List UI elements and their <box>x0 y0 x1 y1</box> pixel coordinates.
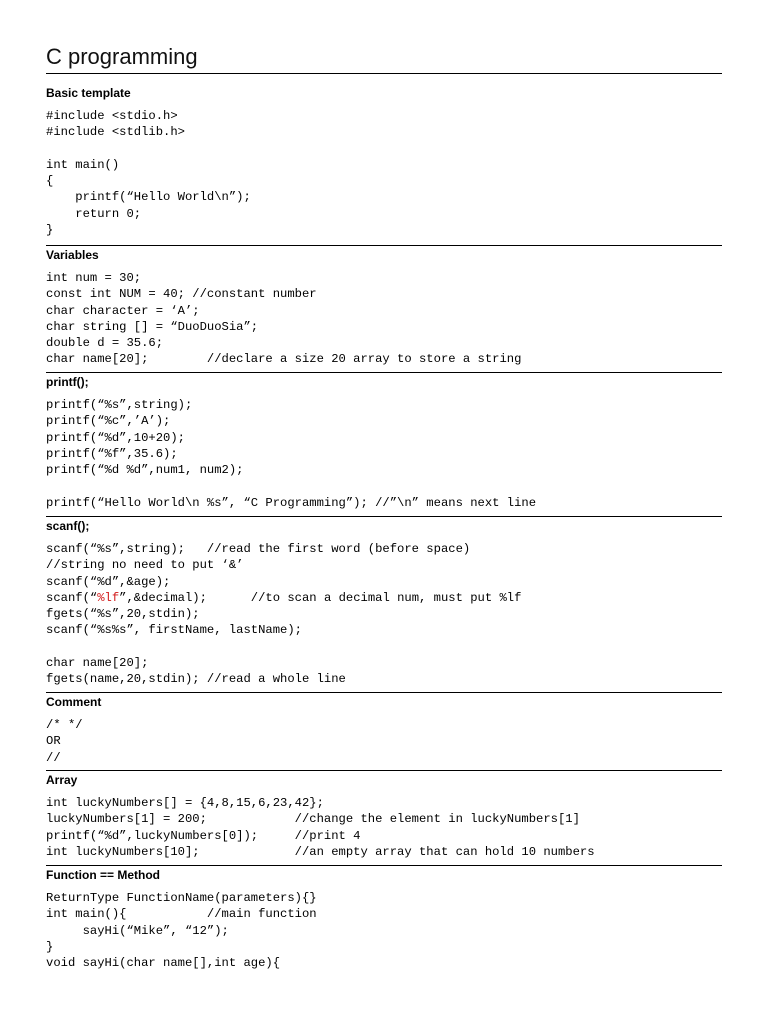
code-block <box>46 397 536 511</box>
code-line: char name[20]; //declare a size 20 array to store a string <box>46 352 522 367</box>
title-divider <box>46 73 722 74</box>
code-block <box>46 795 595 860</box>
code-line: #include <stdio.h> <box>46 109 178 123</box>
code-line: double d = 35.6; <box>46 336 164 351</box>
code-line: int main(){ //main function <box>46 907 317 922</box>
code-line: printf(“%d”,luckyNumbers[0]); //print 4 <box>46 828 361 843</box>
code-line: char character = ‘A’; <box>46 303 200 318</box>
code-line: printf(“%s”,string); <box>46 398 193 412</box>
code-block <box>46 108 251 238</box>
section-heading: Array <box>46 773 78 787</box>
section-heading: Variables <box>46 248 99 262</box>
section-heading: printf(); <box>46 375 89 389</box>
code-line: // <box>46 750 61 765</box>
code-line: printf(“%d”,10+20); <box>46 430 185 445</box>
highlighted-token: %lf <box>97 590 120 605</box>
code-line: #include <stdlib.h> <box>46 125 185 140</box>
code-line: int luckyNumbers[10]; //an empty array that can hold 10 numbers <box>46 844 595 859</box>
section-array <box>46 770 722 859</box>
code-line: luckyNumbers[1] = 200; //change the element in luckyNumbers[1] <box>46 812 580 827</box>
code-line: fgets(“%s”,20,stdin); <box>46 607 200 622</box>
section-scanf <box>46 516 722 687</box>
code-line: /* */ <box>46 718 83 732</box>
code-line: } <box>46 223 54 238</box>
section-heading: scanf(); <box>46 519 90 533</box>
section-printf <box>46 372 722 510</box>
code-line: fgets(name,20,stdin); //read a whole line <box>46 672 346 687</box>
code-line: return 0; <box>46 206 142 221</box>
code-line: //string no need to put ‘&’ <box>46 558 244 573</box>
code-block <box>46 717 83 766</box>
section-comment <box>46 692 722 765</box>
code-line: printf(“%c”,’A’); <box>46 414 171 429</box>
code-block <box>46 890 317 971</box>
code-line <box>46 639 521 655</box>
code-line: printf(“%d %d”,num1, num2); <box>46 463 244 478</box>
code-line: printf(“Hello World\n %s”, “C Programming”); //”\n” means next line <box>46 495 537 510</box>
code-line: printf(“Hello World\n”); <box>46 190 251 205</box>
code-line <box>46 141 251 157</box>
code-line: int num = 30; <box>46 271 142 285</box>
code-line: } <box>46 939 54 954</box>
code-line: char string [] = “DuoDuoSia”; <box>46 319 259 334</box>
code-block <box>46 541 521 688</box>
code-block <box>46 270 521 368</box>
code-line: scanf(“%s%s”, firstName, lastName); <box>46 623 302 638</box>
code-line: printf(“%f”,35.6); <box>46 446 178 461</box>
section-heading: Function == Method <box>46 868 160 882</box>
page-title: C programming <box>46 44 198 69</box>
code-line: scanf(“%lf”,&decimal); //to scan a decimal num, must put %lf <box>46 590 522 605</box>
code-line: int luckyNumbers[] = {4,8,15,6,23,42}; <box>46 796 324 810</box>
code-line: { <box>46 174 54 189</box>
code-line: OR <box>46 734 61 749</box>
section-variables <box>46 245 722 367</box>
section-function <box>46 865 722 971</box>
section-heading: Basic template <box>46 86 131 100</box>
section-heading: Comment <box>46 695 102 709</box>
code-line: char name[20]; <box>46 656 149 671</box>
code-line: void sayHi(char name[],int age){ <box>46 956 281 971</box>
code-line: const int NUM = 40; //constant number <box>46 287 317 302</box>
code-line: ReturnType FunctionName(parameters){} <box>46 891 317 905</box>
code-line: scanf(“%s”,string); //read the first word (before space) <box>46 542 471 556</box>
code-line: sayHi(“Mike”, “12”); <box>46 923 229 938</box>
code-line: int main() <box>46 157 120 172</box>
code-line <box>46 478 536 494</box>
code-line: scanf(“%d”,&age); <box>46 574 171 589</box>
